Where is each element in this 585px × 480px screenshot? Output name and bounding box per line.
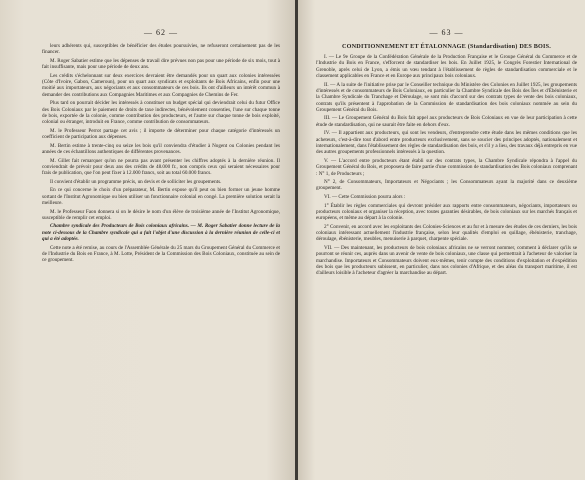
paragraph: N° 2, de Consommateurs, Importateurs et Négociants ; les Consommateurs ayant la majorité dans ce deuxième groupement. — [316, 179, 577, 192]
paragraph: III. — Le Groupement Général du Bois fait appel aux producteurs de Bois Coloniaux en vue de leur participation à cette étude de standardisation, qui ne saurait être faite en dehors d'eux. — [316, 115, 577, 128]
paragraph: 1° Établir les règles commerciales qui devront présider aux rapports entre consommateurs, négociants, importateurs ou producteurs coloniaux et organiser la réception, avec toutes garanties désirables, de bois coloniaux sur les marchés français et européens, et même au départ à la colonie. — [316, 202, 577, 222]
paragraph: Cette note a été remise, au cours de l'Assemblée Générale du 25 mars du Groupement Général du Commerce et de l'Industrie du Bois en France, à M. Lotte, Président de la Commission des Bois Coloniaux, constituée au sein de ce groupement. — [42, 244, 280, 264]
paragraph: En ce qui concerne le choix d'un préparateur, M. Bertin expose qu'il peut ou bien former un jeune homme sortant de l'Institut Agronomique ou bien utiliser un fonctionnaire colonial en congé. La première solution serait la meilleure. — [42, 187, 280, 207]
paragraph: leurs adhérents qui, susceptibles de bénéficier des études poursuivies, ne refuseront certainement pas de les financer. — [42, 43, 280, 56]
page-number: — 63 — — [429, 28, 464, 37]
left-page-body — [42, 43, 280, 264]
paragraph: IV. — Il appartient aux producteurs, qui sont les vendeurs, d'entreprendre cette étude dans les mêmes conditions que les acheteurs, c'est-à-dire tout d'abord entre producteurs exclusivement, sans se soucier des principes adoptés, nationalement et internationalement, dans l'établissement des règles de standardisation des bois, et s'il y a lieu, des travaux déjà entrepris en vue des autres groupements professionnels intéressés à la question. — [316, 130, 577, 156]
paragraph: M. Gillet fait remarquer qu'on ne pourra pas avant présenter les chiffres adoptés à la dernière réunion. Il conviendrait de prévoir pour deux ans des crédits de 48.000 fr., non compris ceux qui seraient nécessaires pour frais de publication, que l'on peut fixer à 12.000 francs, soit au total 60.000 francs. — [42, 157, 280, 177]
paragraph: II. — A la suite de l'initiative prise par le Conseiller technique du Ministère des Colonies en Juillet 1925, les groupements d'intéressés et de consommateurs de Bois Coloniaux, en particulier la Chambre Syndicale des Bois des Îles et d'Ébénisterie et la Chambre Syndicale du Tranchage et Déroulage, se sont mis d'accord sur des contrats types de vente des bois coloniaux, contrats qu'ils présentent à l'approbation de la Commission de standardisation des bois coloniaux nommée au sein du Groupement Général du Bois. — [316, 81, 577, 113]
page-number: — 62 — — [144, 28, 178, 37]
paragraph: M. le Professeur Faon donnera si on le désire le nom d'un élève de troisième année de l'Institut Agronomique, susceptible de remplir cet emploi. — [42, 208, 280, 221]
paragraph: M. Bertin estime à trente-cinq ou seize les bois qu'il conviendra d'étudier à Nogent ou Colonies pendant les années de ces échantillons authentiques de différentes provenances. — [42, 142, 280, 156]
right-page-body — [316, 54, 577, 277]
paragraph: I. — Le 9e Groupe de la Confédération Générale de la Production Française et le Groupe Général du Commerce et de l'Industrie du Bois en France, s'efforcent de standardiser les bois. En Juillet 1925, le Congrès Forestier International de Grenoble, après celui de Lyon, a émis un vœu tendant à l'établissement de règles de standardisation commerciale et le classement applicables en France et en Europe aux principaux bois coloniaux. — [316, 54, 577, 80]
paragraph: VI. — Cette Commission pourra alors : — [324, 194, 406, 200]
paragraph: Les crédits s'échelonnant sur deux exercices devraient être demandés pour un quart aux colonies intéressées (Côte d'Ivoire, Gabon, Cameroun), pour un quart aux syndicats et exploitants de Bois Africains, enfin pour une moitié aux importateurs, aux négociants et aux consommateurs de ces bois. Ils ont d'ailleurs un intérêt commun à demander des contributions aux Compagnies Maritimes et aux Compagnies de Chemins de Fer. — [42, 72, 280, 98]
paragraph: Il convient d'établir un programme précis, un devis et de solliciter les groupements. — [50, 178, 222, 185]
paragraph: M. le Professeur Perrot partage cet avis ; il importe de déterminer pour chaque catégorie d'intéressés un coefficient de participation aux dépenses. — [42, 127, 280, 141]
right-page — [298, 0, 585, 480]
paragraph: Plus tard on pourrait décider les intéressés à constituer un budget spécial qui deviendrait celui du futur Office des Bois Coloniaux par le paiement de droits de taxe indirectes, bénévolement consenties, l'une sur chaque tonne de bois, exportée de la colonie, comme contribution des producteurs, et l'autre sur chaque tonne de bois exploité, colonial ou étranger, introduit en France, comme contribution de consommateurs. — [42, 100, 280, 126]
paragraph: 2° Convenir, en accord avec les exploitants des Colonies-Sciences et au fur et à mesure des études de ces derniers, les bois coloniaux intéressant actuellement l'industrie française, selon leur qualités d'emploi en quillage, ébénisterie, tranchage, déroulage, ébénisterie, meubles, menuiserie à parquet, charpente spéciale. — [316, 223, 577, 243]
paragraph: M. Roger Sabatier estime que les dépenses de travail dire prévues non pas pour une période de six mois, tout à fait insuffisante, mais pour une période de deux ans. — [42, 57, 280, 71]
section-heading: CONDITIONNEMENT ET ÉTALONNAGE (Standardisation) DES BOIS. — [341, 43, 552, 50]
paragraph: VII. — Des maintenant, les producteurs de bois coloniaux africains ne se verront nommer, comment à déclarer qu'ils se pourront se réunir ces, auprès dans un avenir de vente de bois coloniaux, une classe qui permettrait à l'acheteur de valoriser la marchandise. Importateurs et Consommateurs doivent eux-mêmes, tenir compte des conditions d'exploitation et d'expédition des bois que les producteurs subissent, en particulier, dans nos colonies d'Afrique, et des aléas du transport maritime, il est d'ailleurs loisible à l'acheteur d'agréer la marchandise au départ. — [316, 244, 577, 277]
paragraph: Chambre syndicale des Producteurs de Bois coloniaux africains. — M. Roger Sabatier donne lecture de la note ci-dessous de la Chambre syndicale qui a fait l'objet d'une discussion à la dernière réunion de celle-ci et qui a été adoptée. — [42, 223, 280, 243]
paragraph: V. — L'accord entre producteurs étant établi sur des contrats types, la Chambre Syndicale répondra à l'appel du Groupement Général du Bois, et proposera de faire partie d'une commission de standardisation des Bois coloniaux comprenant : N° 1, de Producteurs ; — [316, 157, 577, 177]
